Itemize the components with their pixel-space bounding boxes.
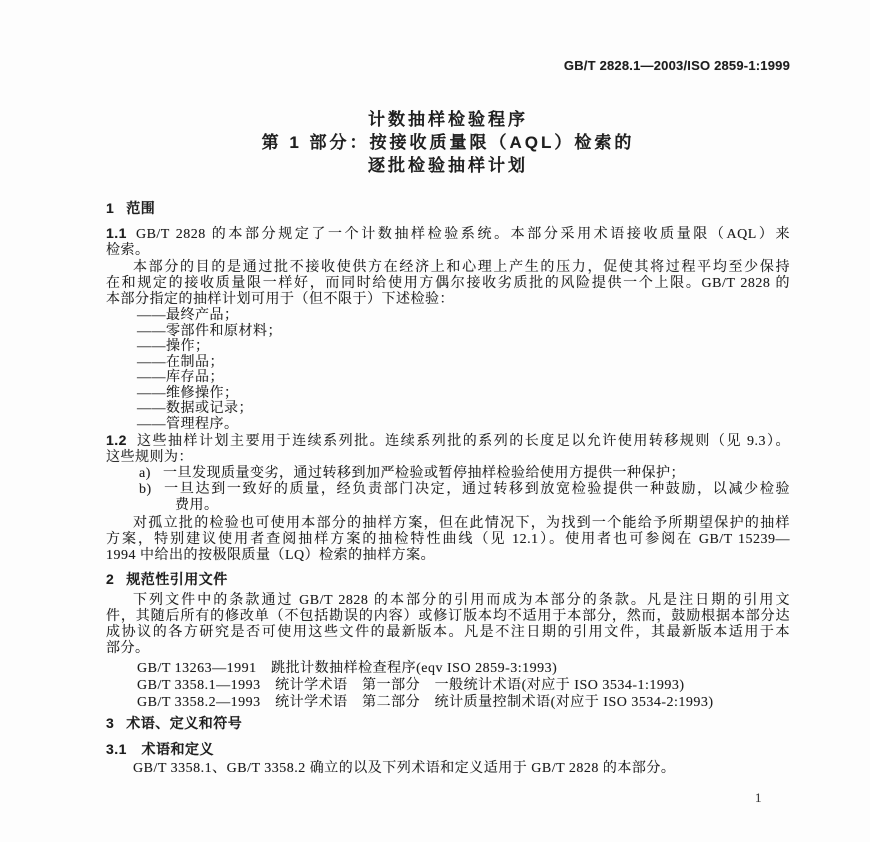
section-2-number: 2 <box>106 571 115 587</box>
clause-1-1 <box>106 225 790 259</box>
clause-1-1-number: 1.1 <box>106 225 127 241</box>
body-text-line: 本部分的目的是通过批不接收使供方在经济上和心理上产生的压力，促使其将过程平均至少保持 <box>133 260 790 275</box>
body-text-line: 件，其随后所有的修改单（不包括勘误的内容）或修订版本均不适用于本部分，然而，鼓励根据本部分达 <box>106 609 790 624</box>
section-3-title: 术语、定义和符号 <box>126 715 243 731</box>
list-item: ——数据或记录； <box>137 401 253 416</box>
list-item: ——零部件和原材料； <box>137 323 282 339</box>
list-item: ——在制品； <box>137 354 224 370</box>
item-b-text: 一旦达到一致好的质量，经负责部门决定，通过转移到放宽检验提供一种鼓励，以减少检验 <box>163 482 790 497</box>
body-text-line: 下列文件中的条款通过 GB/T 2828 的本部分的引用而成为本部分的条款。凡是注日期的引用文 <box>133 593 790 608</box>
section-2-heading <box>106 571 790 587</box>
inspection-targets-list <box>106 308 790 432</box>
list-item: ——操作； <box>137 339 210 354</box>
body-text-line: 部分。 <box>106 641 150 656</box>
body-text-line <box>106 432 790 450</box>
item-b-label: b) <box>139 482 152 497</box>
isolated-lot-paragraph <box>106 516 790 564</box>
body-text-line <box>106 482 790 498</box>
clause-1-2-text: 这些抽样计划主要用于连续系列批。连续系列批的系列的长度足以允许使用转移规则（见 9.3）。 <box>135 434 790 449</box>
lettered-item-a <box>106 466 790 482</box>
body-text-line: 方案，特别建议使用者查阅抽样方案的抽检特性曲线（见 12.1）。使用者也可参阅在 GB/T 15239— <box>106 532 790 547</box>
list-item: ——最终产品； <box>137 308 239 323</box>
title-line-2: 第 1 部分：按接收质量限（AQL）检索的 <box>261 133 635 152</box>
document-title <box>106 108 790 177</box>
body-text-line: 在和规定的接收质量限一样好，而同时给使用方偶尔接收劣质批的风险提供一个上限。GB/T 2828 的 <box>106 276 790 291</box>
body-text-line: 成协议的各方研究是否可使用这些文件的最新版本。凡是不注日期的引用文件，其最新版本适用于本 <box>106 625 790 640</box>
reference-entry: GB/T 3358.2—1993 统计学术语 第二部分 统计质量控制术语(对应于 ISO 3534-2:1993) <box>137 695 714 710</box>
section-1-title: 范围 <box>126 200 156 216</box>
title-line-3: 逐批检验抽样计划 <box>368 156 528 175</box>
body-text-line: 这些规则为： <box>106 450 193 465</box>
section-2-title: 规范性引用文件 <box>126 571 228 587</box>
body-text-line: 本部分指定的抽样计划可用于（但不限于）下述检验： <box>106 292 454 307</box>
clause-1-2 <box>106 432 790 466</box>
standard-code-header: GB/T 2828.1—2003/ISO 2859-1:1999 <box>563 58 790 73</box>
page-number: 1 <box>755 790 762 805</box>
subsection-3-1-heading: 3.1 术语和定义 <box>106 741 214 757</box>
body-text-line <box>106 225 790 243</box>
reference-list <box>106 660 790 711</box>
body-text-line: 1994 中给出的按极限质量（LQ）检索的抽样方案。 <box>106 548 436 563</box>
reference-entry: GB/T 3358.1—1993 统计学术语 第一部分 一般统计术语(对应于 ISO 3534-1:1993) <box>137 678 685 693</box>
terms-definitions-paragraph: GB/T 3358.1、GB/T 3358.2 确立的以及下列术语和定义适用于 GB/T 2828 的本部分。 <box>133 761 676 776</box>
normative-references-paragraph <box>106 593 790 657</box>
body-text-line: 费用。 <box>175 498 219 513</box>
lettered-item-b <box>106 482 790 514</box>
body-text-line: 对孤立批的检验也可使用本部分的抽样方案，但在此情况下，为找到一个能给予所期望保护的抽样 <box>133 516 790 531</box>
item-a-label: a) <box>139 466 151 481</box>
scope-purpose-paragraph <box>106 260 790 308</box>
list-item: ——库存品； <box>137 370 224 385</box>
clause-1-2-number: 1.2 <box>106 432 127 448</box>
list-item: ——管理程序。 <box>137 416 239 432</box>
list-item: ——维修操作； <box>137 385 239 401</box>
item-a-text: 一旦发现质量变劣，通过转移到加严检验或暂停抽样检验给使用方提供一种保护； <box>163 466 685 481</box>
section-1-heading <box>106 200 790 216</box>
reference-entry: GB/T 13263—1991 跳批计数抽样检查程序(eqv ISO 2859-3:1993) <box>137 661 558 676</box>
body-text-line: 检索。 <box>106 243 150 258</box>
section-3-heading <box>106 715 790 731</box>
title-line-1: 计数抽样检验程序 <box>368 110 528 129</box>
section-3-number: 3 <box>106 715 115 731</box>
clause-1-1-text: GB/T 2828 的本部分规定了一个计数抽样检验系统。本部分采用术语接收质量限（AQL）来 <box>135 227 790 242</box>
section-1-number: 1 <box>106 200 115 216</box>
